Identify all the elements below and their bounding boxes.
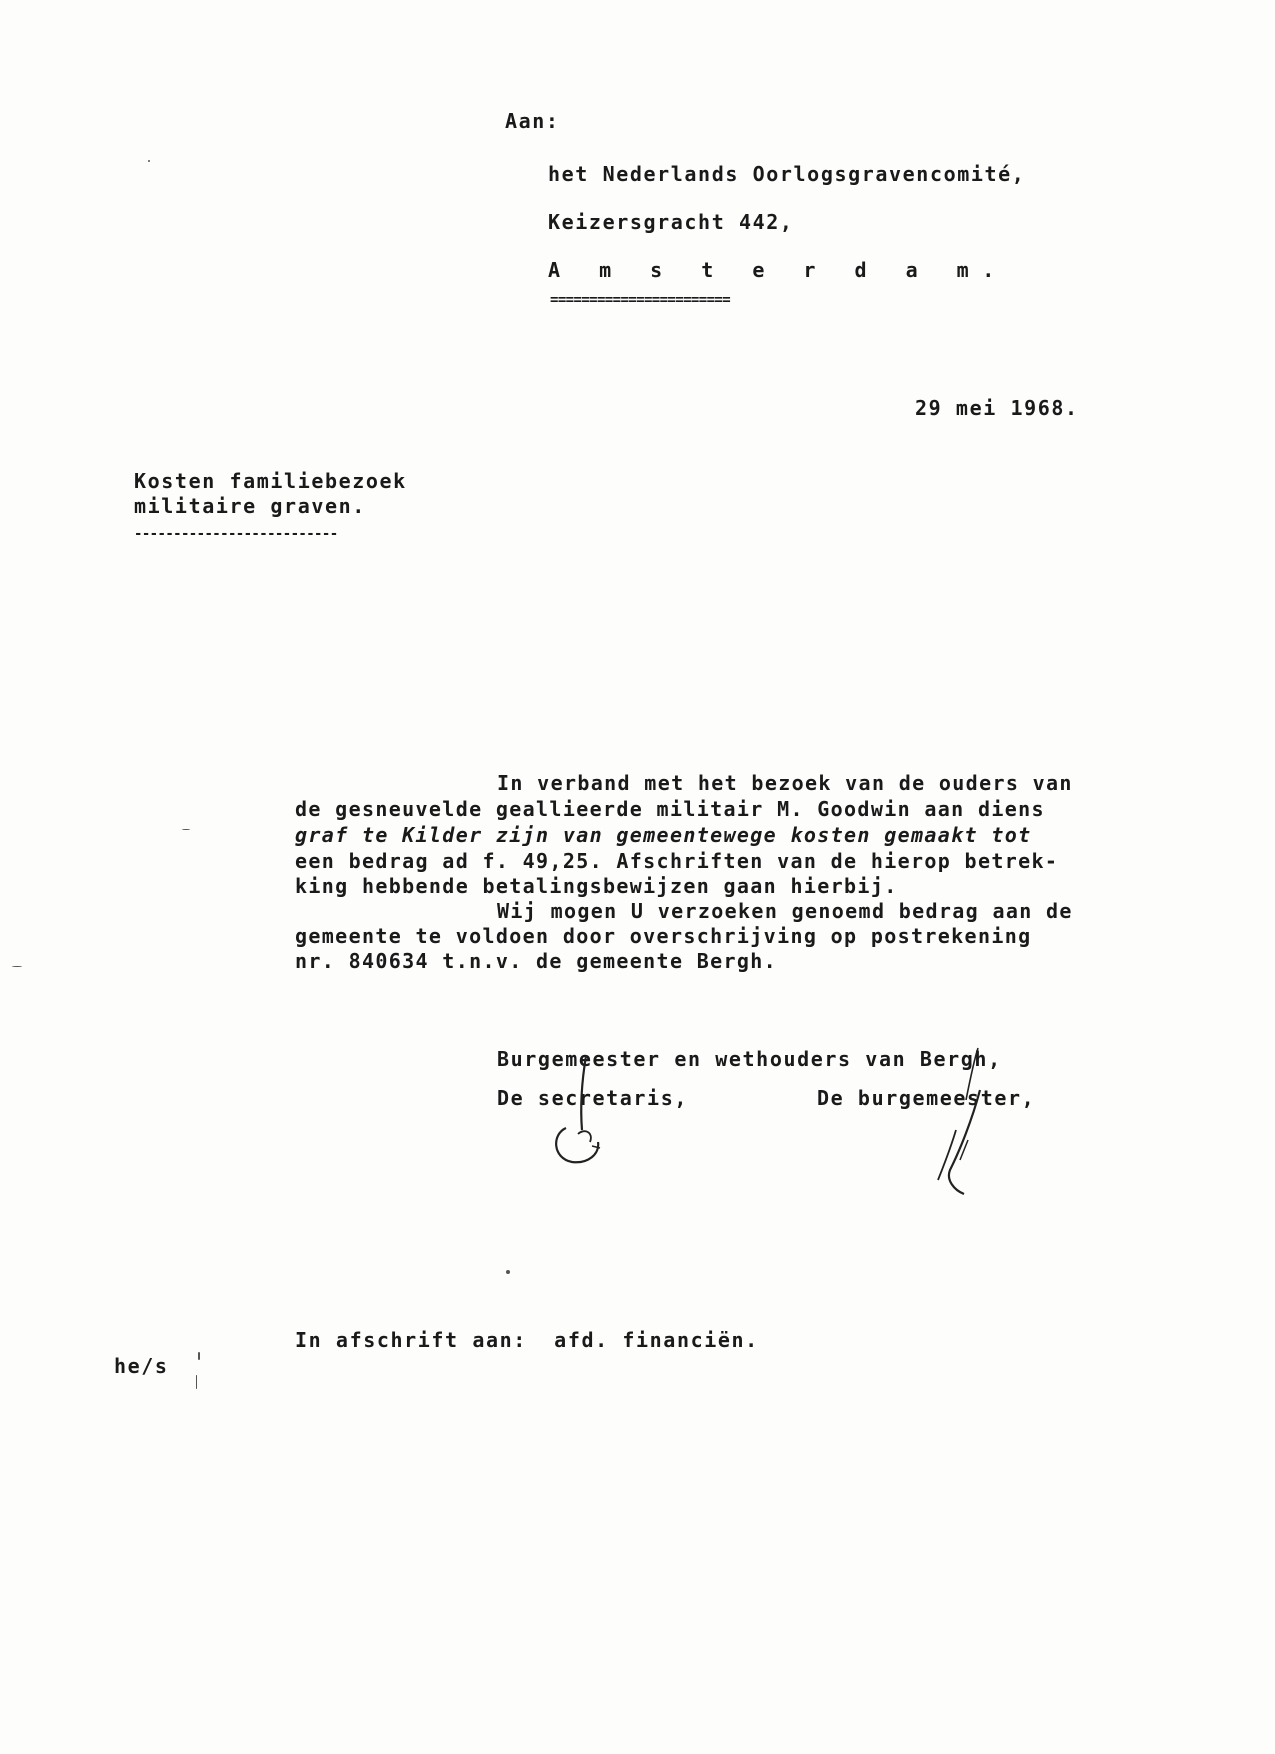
mayor-signature <box>920 1040 1010 1200</box>
subject-line-2: militaire graven. <box>134 494 366 518</box>
city-underline: ======================= <box>550 293 731 307</box>
secretary-signature <box>538 1050 618 1170</box>
scan-speck <box>148 160 150 162</box>
scan-speck <box>12 966 22 967</box>
secretary-label: De secretaris, <box>497 1086 688 1110</box>
scan-speck <box>198 1352 200 1360</box>
scan-speck <box>506 1270 510 1274</box>
subject-line-1: Kosten familiebezoek <box>134 469 407 493</box>
copy-notice: In afschrift aan: afd. financiën. <box>295 1328 759 1352</box>
typist-initials: he/s <box>114 1354 169 1378</box>
recipient-street: Keizersgracht 442, <box>548 210 794 234</box>
letter-date: 29 mei 1968. <box>915 396 1079 420</box>
salutation: Aan: <box>505 109 560 133</box>
scan-speck <box>196 1375 197 1389</box>
mayor-label: De burgemeester, <box>817 1086 1036 1110</box>
body-p1-line-2: de gesneuvelde geallieerde militair M. Goodwin aan diens <box>295 797 1045 821</box>
closing-line: Burgemeester en wethouders van Bergh, <box>497 1047 1002 1071</box>
recipient-name: het Nederlands Oorlogsgravencomité, <box>548 162 1026 186</box>
body-p1-line-3: graf te Kilder zijn van gemeentewege kosten gemaakt tot <box>295 823 1032 847</box>
body-p2-line-3: nr. 840634 t.n.v. de gemeente Bergh. <box>295 949 778 973</box>
body-p1-line-5: king hebbende betalingsbewijzen gaan hierbij. <box>295 874 898 898</box>
body-p1-line-4: een bedrag ad f. 49,25. Afschriften van de hierop betrek- <box>295 849 1059 873</box>
body-p2-line-2: gemeente te voldoen door overschrijving op postrekening <box>295 924 1032 948</box>
body-p1-line-1: In verband met het bezoek van de ouders van <box>497 771 1073 795</box>
scan-speck <box>182 829 190 830</box>
recipient-city: A m s t e r d a m. <box>548 258 1008 282</box>
subject-underline: -------------------------- <box>134 527 338 541</box>
body-p2-line-1: Wij mogen U verzoeken genoemd bedrag aan de <box>497 899 1073 923</box>
